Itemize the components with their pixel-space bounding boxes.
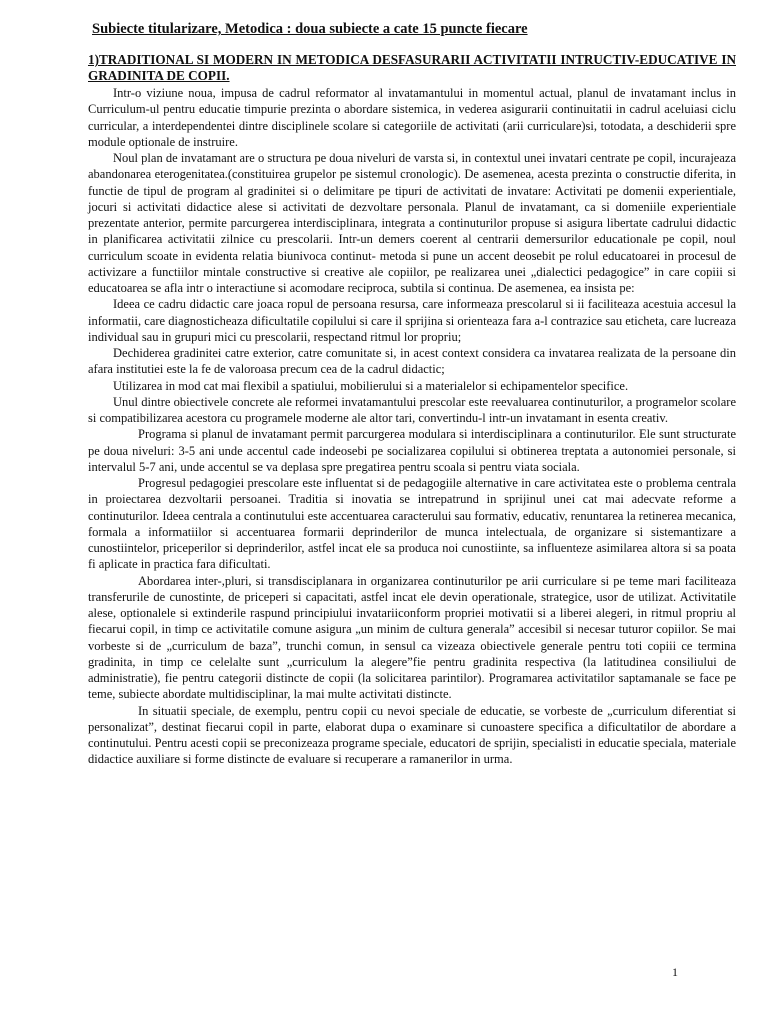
section-heading: 1)TRADITIONAL SI MODERN IN METODICA DESFASURARII ACTIVITATII INTRUCTIV-EDUCATIVE IN GRADINITA DE COPII.	[88, 52, 736, 83]
paragraph-1: Intr-o viziune noua, impusa de cadrul reformator al invatamantului in momentul actual, planul de invatamant inclus in Curriculum-ul pentru educatie timpurie prezinta o abordare sistemica, in vederea asigurarii continuitatii in cadrul aceluiasi ciclu curricular, a interdependentei dintre disciplinele scolare si categoriile de activitati (arii curriculare)si, totodata, a deschiderii spre module optionale de instruire.	[88, 86, 736, 149]
document-title: Subiecte titularizare, Metodica : doua subiecte a cate 15 puncte fiecare	[92, 21, 528, 37]
paragraph-8: Progresul pedagogiei prescolare este influentat si de pedagogiile alternative in care activitatea este o problema centrala in proiectarea dezvoltarii persoanei. Traditia si inovatia se intrepatrund in sprijinul unei cat mai adecvate reforme a continuturilor. Ideea centrala a continutului este accentuarea caracterului sau formativ, educativ, renuntarea la retinerea mecanica, formala a informatiilor si accentuarea formarii deprinderilor de munca intelectuala, de organizare si sistemantizare a cunostiintelor, priceperilor si deprinderilor, astfel incat ele sa produca noi cunostiinte, sa influenteze asimilarea altora si sa poata fi aplicate in practica fara dificultati.	[88, 476, 736, 572]
paragraph-6: Unul dintre obiectivele concrete ale reformei invatamantului prescolar este reevaluarea continuturilor, a programelor scolare si compatibilizarea acestora cu programele moderne ale altor tari, convertindu-l intr-un invatamant in esenta creativ.	[88, 394, 736, 425]
paragraph-4: Dechiderea gradinitei catre exterior, catre comunitate si, in acest context considera ca invatarea realizata de la persoane din afara institutiei este la fe de valoroasa precum cea de la cadrul didactic;	[88, 346, 736, 377]
paragraph-5: Utilizarea in mod cat mai flexibil a spatiului, mobilierului si a materialelor si echipamentelor specifice.	[113, 378, 629, 393]
paragraph-9: Abordarea inter-,pluri, si transdisciplanara in organizarea continuturilor pe arii curriculare si pe teme mari faciliteaza transferurile de cunostinte, de priceperi si capacitati, astfel incat ele devin operationale, strategice, usor de utilizat. Activitatile alese, optionalele si extinderile raspund principiului invatariiconform propriei motivatii si a liberei alegeri, in ritmul propriu al fiecarui copil, in timp ce activitatile comune asigura „un minim de cultura generala” accesibil si necesar tuturor copiilor. Se mai vorbeste si de „curriculum de baza”, trunchi comun, in sensul ca vizeaza obiectivele generale pentru toti copiii ce termina gradinita, in timp ce celelalte sunt „curriculum la alegere”fie pentru gradinita respectiva (la latitudinea consiliului de administratie), fie pentru categorii distincte de copii (la solicitarea parintilor). Programarea activitatilor saptamanale se face pe teme, subiecte abordate multidisciplinar, la mai multe activitati distincte.	[88, 573, 736, 702]
paragraph-3: Ideea ce cadru didactic care joaca ropul de persoana resursa, care informeaza prescolarul si ii faciliteaza acestuia accesul la informatii, care diagnosticheaza dificultatile copilului si care il sprijina si orienteaza fara a-l contrazice sau eticheta, care lucreaza individual sau in grupuri mici cu prescolarii, respectand ritmul lor propriu;	[88, 297, 736, 344]
paragraph-10: In situatii speciale, de exemplu, pentru copii cu nevoi speciale de educatie, se vorbeste de „curriculum diferentiat si personalizat”, destinat fiecarui copil in parte, elaborat dupa o examinare si cunoastere specifica a dificultatilor de abordare a continutului. Pentru acesti copii se preconizeaza programe speciale, educatori de sprijin, specialisti in educatie speciala, materiale didactice auxiliare si forme distincte de evaluare si recuperare a ramanerilor in urma.	[88, 703, 736, 767]
paragraph-2: Noul plan de invatamant are o structura pe doua niveluri de varsta si, in contextul unei invatari centrate pe copil, incurajeaza abandonarea eterogenitatea.(constituirea grupelor pe sistemul cronologic). De asemenea, acesta prezinta o constructie diferita, in functie de tipul de program al gradinitei si o delimitare pe tipuri de activitati de invatare: Activitati pe domenii experientiale, jocuri si activitati didactice alese si activitati de dezvoltare personala. Planul de invatamant, ca si domeniile experientiale prezentate anterior, permite parcurgerea interdisciplinara, integrata a continuturilor propuse si asigura libertate cadrului didactic in planificarea activitatii zilnice cu prescolarii. Intr-un demers coerent al centrarii demersurilor educationale pe copil, noul curriculum scoate in evidenta relatia biunivoca continut- metoda si pune un accent deosebit pe rolul educatoarei in procesul de activizare a functiilor mintale constructive si creative ale copiilor, pe realizarea unei „dialectici pedagogice” in care copiii si educatoarea se afla intr o interactiune si acomodare reciproca, subtila si continua. De asemenea, ea insista pe:	[88, 151, 736, 295]
page-number: 1	[672, 965, 678, 979]
paragraph-7: Programa si planul de invatamant permit parcurgerea modulara si interdisciplinara a continuturilor. Ele sunt structurate pe doua niveluri: 3-5 ani unde accentul cade indeosebi pe socializarea copilului si obtinerea treptata a autonomiei personale, si intervalul 5-7 ani, unde accentul se va deplasa spre pregatirea pentru scoala si pentru viata sociala.	[88, 427, 736, 474]
